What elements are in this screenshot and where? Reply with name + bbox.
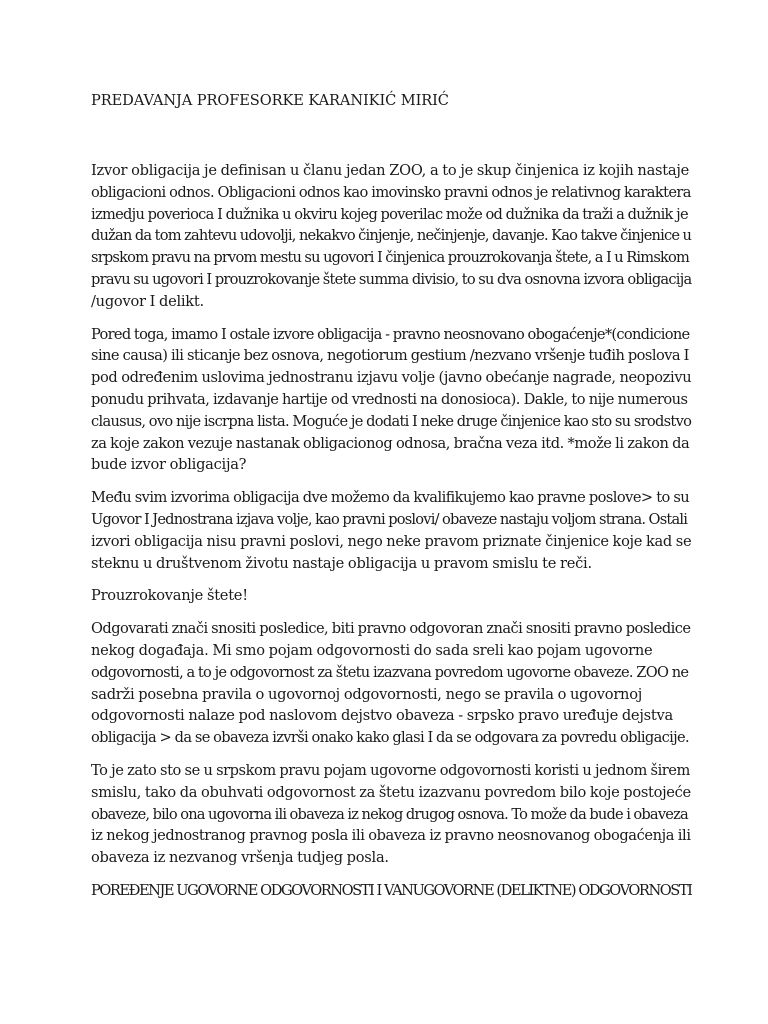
text-line: steknu u društvenom životu nastaje obligacija u pravom smislu te reči. xyxy=(91,554,592,572)
paragraph-contractual-liability-scope xyxy=(91,760,691,869)
text-line: To je zato sto se u srpskom pravu pojam ugovorne odgovornosti koristi u jednom širem xyxy=(91,761,690,779)
document-title: PREDAVANJA PROFESORKE KARANIKIĆ MIRIĆ xyxy=(91,92,449,109)
text-line: izvori obligacija nisu pravni poslovi, nego neke pravom priznate činjenice koje kad se xyxy=(91,532,692,550)
text-line: obligacija > da se obaveza izvrši onako kako glasi I da se odgovara za povredu obligacije. xyxy=(91,729,690,747)
paragraph-sources-definition xyxy=(91,160,691,313)
text-line: Ugovor I Jednostrana izjava volje, kao pravni poslovi/ obaveze nastaju voljom strana. Ostali xyxy=(91,510,688,528)
text-line: bude izvor obligacija? xyxy=(91,456,247,474)
text-line: pravu su ugovori I prouzrokovanje štete summa divisio, to su dva osnovna izvora obligacija xyxy=(91,270,692,288)
text-line: iz nekog jednostranog pravnog posla ili obaveza iz pravno neosnovanog obogaćenja ili xyxy=(91,827,691,845)
text-line: izmedju poverioca I dužnika u okviru kojeg poverilac može od dužnika da traži a dužnik je xyxy=(91,205,688,223)
paragraph-legal-transactions xyxy=(91,487,691,574)
text-line: srpskom pravu na prvom mestu su ugovori I činjenica prouzrokovanja štete, a I u Rimskom xyxy=(91,249,690,267)
text-line: /ugovor I delikt. xyxy=(91,292,204,310)
text-line: Odgovarati znači snositi posledice, biti pravno odgovoran znači snositi pravno posledice xyxy=(91,620,691,638)
text-line: clausus, ovo nije iscrpna lista. Moguće je dodati I neke druge činjenice kao sto su srodstvo xyxy=(91,412,692,430)
text-line: odgovornosti, a to je odgovornost za štetu izazvana povredom ugovorne obaveze. ZOO ne xyxy=(91,663,689,681)
text-line: obaveza iz nezvanog vršenja tudjeg posla. xyxy=(91,849,389,867)
text-line: obligacioni odnos. Obligacioni odnos kao imovinsko pravni odnos je relativnog karaktera xyxy=(91,183,691,201)
text-line: Među svim izvorima obligacija dve možemo da kvalifikujemo kao pravne poslove> to su xyxy=(91,489,690,507)
text-line: sine causa) ili sticanje bez osnova, negotiorum gestium /nezvano vršenje tuđih poslova I xyxy=(91,347,689,365)
document-body xyxy=(91,90,691,902)
paragraph-liability xyxy=(91,618,691,749)
text-line: odgovornosti nalaze pod naslovom dejstvo obaveza - srpsko pravo uređuje dejstva xyxy=(91,707,673,725)
paragraph-other-sources xyxy=(91,324,691,477)
text-line: obaveze, bilo ona ugovorna ili obaveza iz nekog drugog osnova. To može da bude i obaveza xyxy=(91,805,688,823)
text-line: za koje zakon vezuje nastanak obligacionog odnosa, bračna veza itd. *može li zakon da xyxy=(91,434,690,452)
text-line: smislu, tako da obuhvati odgovornost za štetu izazvanu povredom bilo koje postojeće xyxy=(91,783,691,801)
text-line: Pored toga, imamo I ostale izvore obligacija - pravno neosnovano obogaćenje*(condicione xyxy=(91,325,690,343)
text-line: nekog događaja. Mi smo pojam odgovornosti do sada sreli kao pojam ugovorne xyxy=(91,641,653,659)
text-line: sadrži posebna pravila o ugovornoj odgovornosti, nego se pravila o ugovornoj xyxy=(91,685,643,703)
text-line: dužan da tom zahtevu udovolji, nekakvo činjenje, nečinjenje, davanje. Kao takve činjenice u xyxy=(91,227,692,245)
section-heading: POREĐENJE UGOVORNE ODGOVORNOSTI I VANUGOVORNE (DELIKTNE) ODGOVORNOSTI xyxy=(91,881,692,899)
text-line: Prouzrokovanje štete! xyxy=(91,587,248,605)
paragraph-damage-heading xyxy=(91,585,691,607)
text-line: Izvor obligacija je definisan u članu jedan ZOO, a to je skup činjenica iz kojih nastaje xyxy=(91,162,689,179)
text-line: ponudu prihvata, izdavanje hartije od vrednosti na donosioca). Dakle, to nije numerous xyxy=(91,390,688,408)
text-line: pod određenim uslovima jednostranu izjavu volje (javno obećanje nagrade, neopozivu xyxy=(91,369,692,387)
